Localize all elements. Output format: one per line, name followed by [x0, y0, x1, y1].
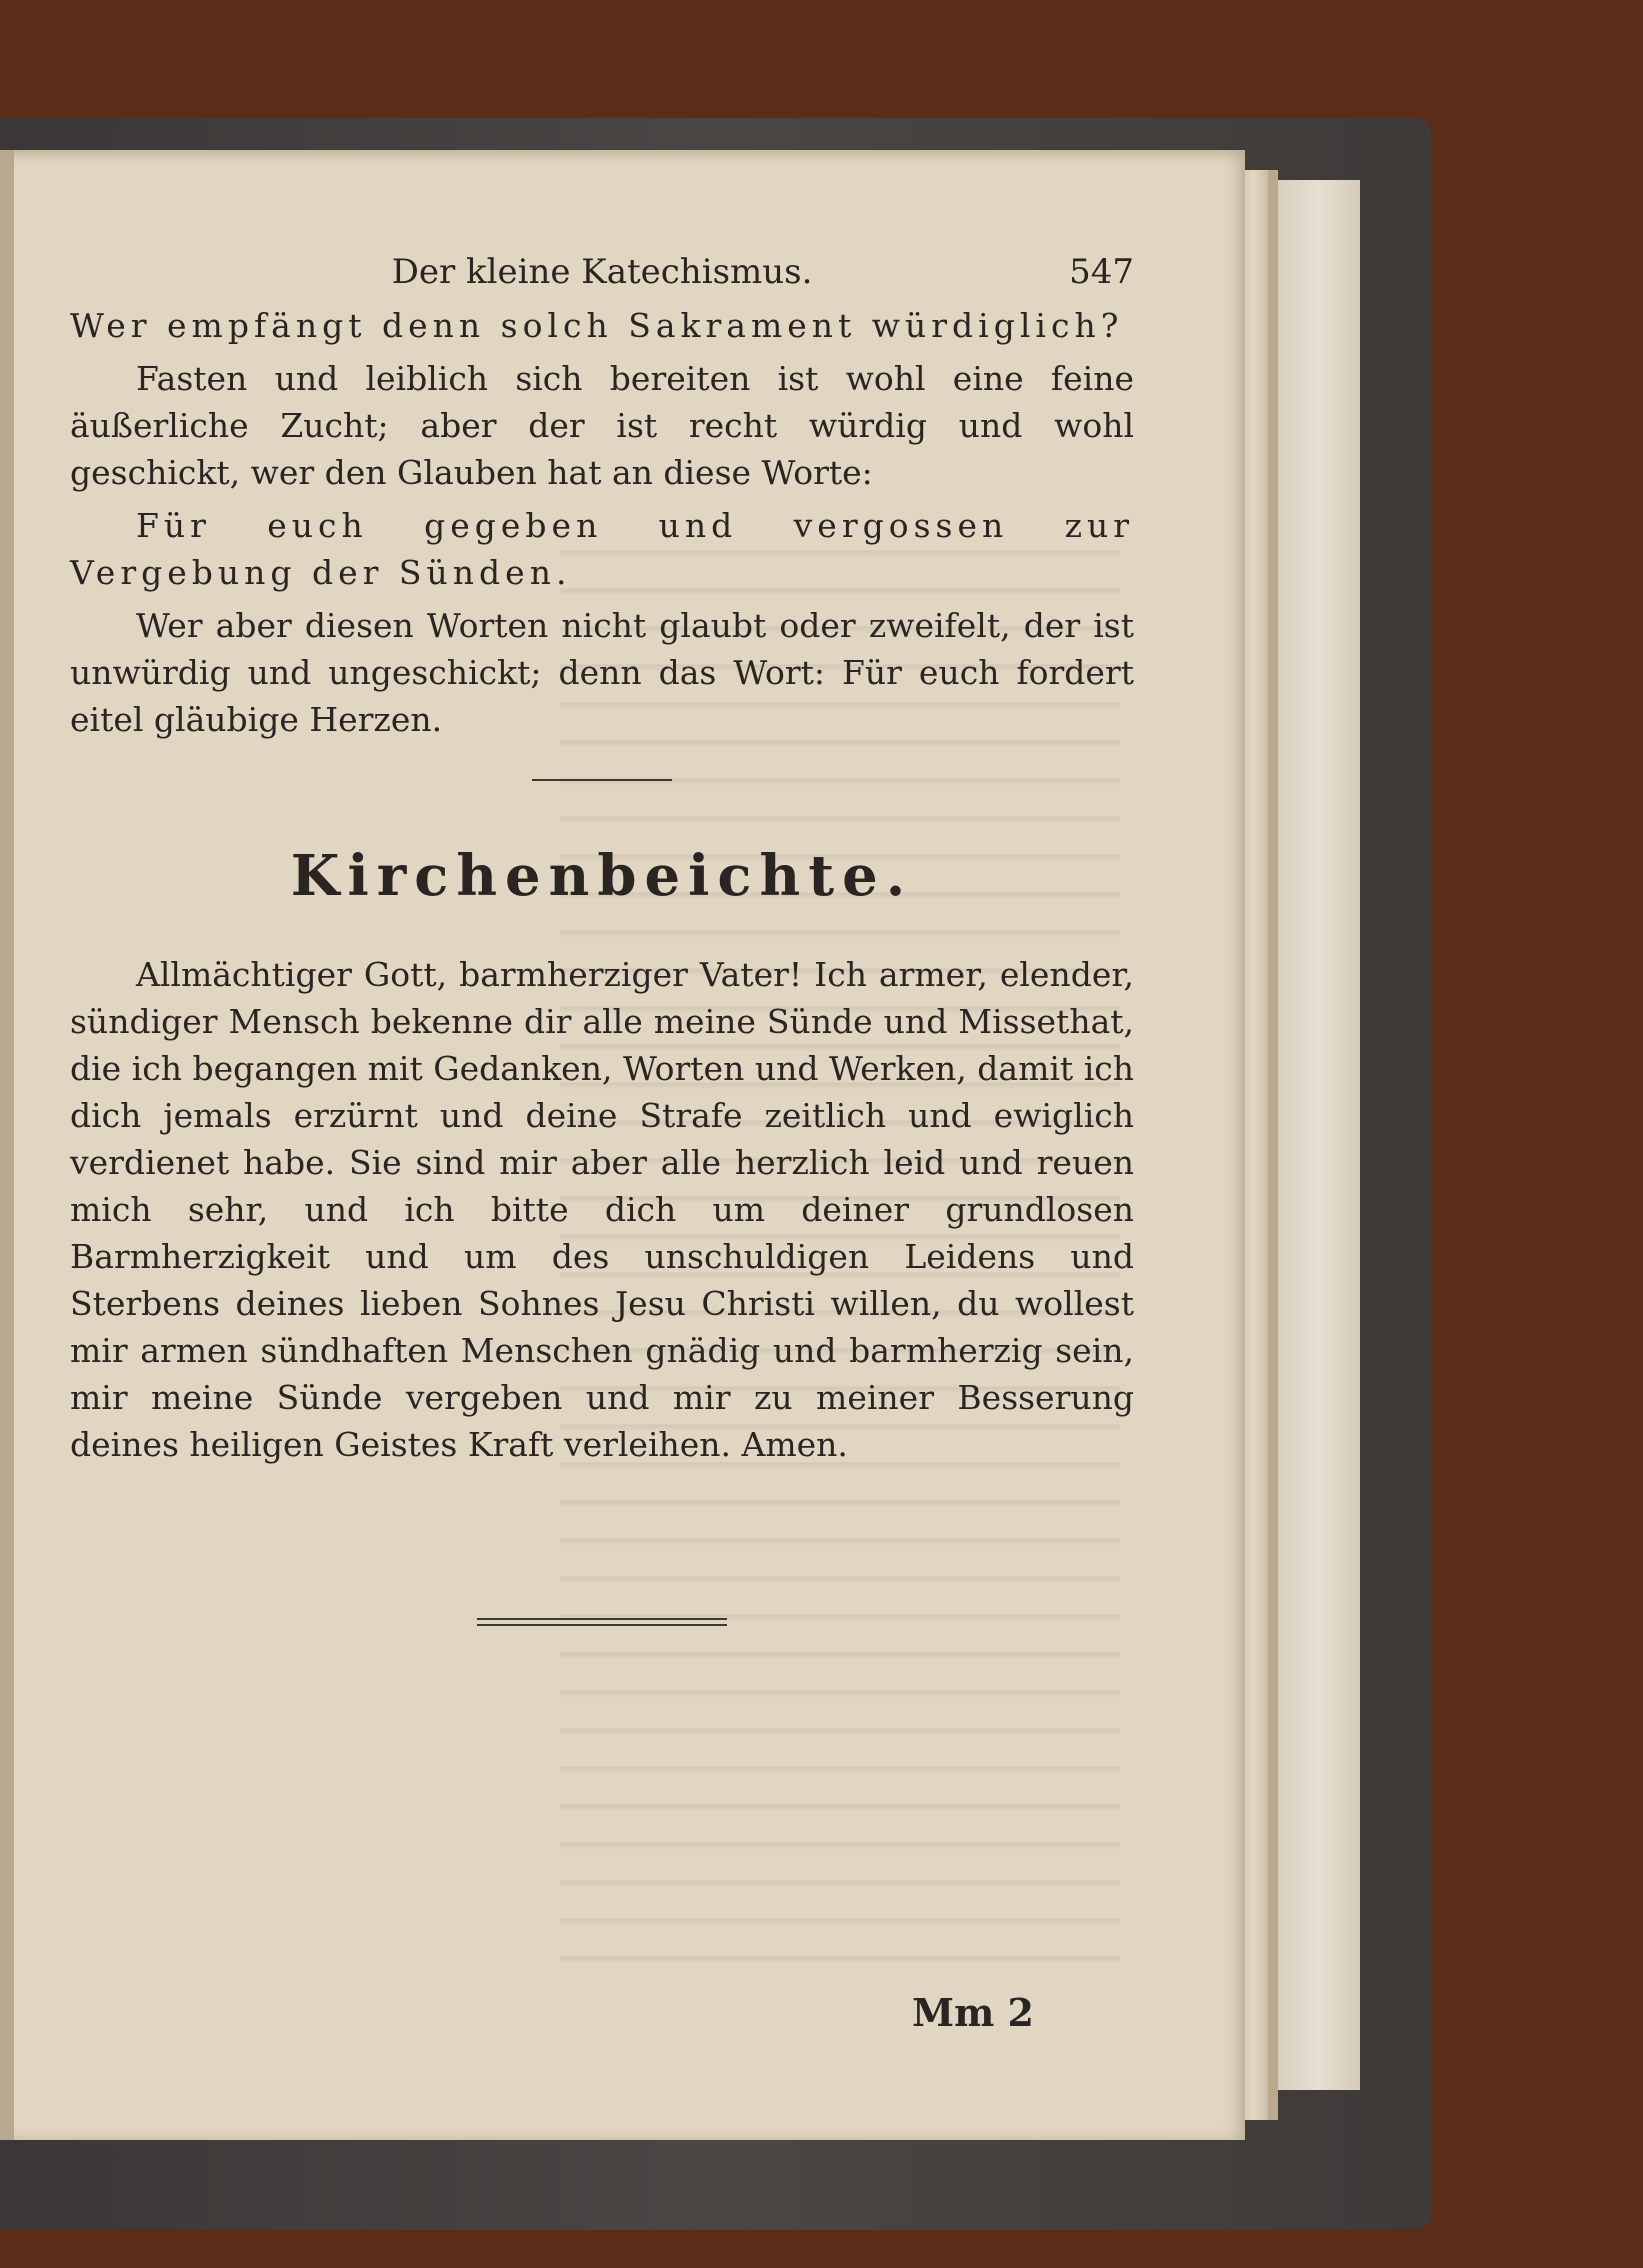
- header-title: Der kleine Katechismus.: [391, 252, 813, 292]
- page-number: 547: [1069, 252, 1134, 292]
- answer-paragraph: Fasten und leiblich sich bereiten ist wohl eine feine äußerliche Zucht; aber der ist recht würdig und wohl geschickt, wer den Glauben hat an diese Worte:: [70, 359, 1134, 492]
- section-heading: Kirchenbeichte.: [290, 843, 914, 909]
- page-gutter: [0, 150, 14, 2140]
- running-header: [70, 252, 1134, 302]
- end-divider: [477, 1618, 727, 1626]
- quote-paragraph: Für euch gegeben und vergossen zur Vergebung der Sünden.: [70, 506, 1134, 592]
- confession-paragraph: Allmächtiger Gott, barmherziger Vater! Ich armer, elender, sündiger Mensch bekenne dir alle meine Sünde und Missethat, die ich begangen mit Gedanken, Worten und Werken, damit ich dich jemals erzürnt und deine Strafe zeitlich und ewiglich verdienet habe. Sie sind mir aber alle herzlich leid und reuen mich sehr, und ich bitte dich um deiner grundlosen Barmherzigkeit und um des unschuldigen Leidens und Sterbens deines lieben Sohnes Jesu Christi willen, du wollest mir armen sündhaften Menschen gnädig und barmherzig sein, mir meine Sünde vergeben und mir zu meiner Besserung deines heiligen Geistes Kraft verleihen. Amen.: [70, 955, 1134, 1464]
- closing-paragraph: Wer aber diesen Worten nicht glaubt oder zweifelt, der ist unwürdig und ungeschickt; denn das Wort: Für euch fordert eitel gläubige Herzen.: [70, 606, 1134, 739]
- section-divider: [532, 779, 672, 781]
- back-pages: [1278, 180, 1360, 2090]
- page-edge-shadow: [1268, 170, 1278, 2120]
- signature-mark: Mm 2: [912, 1990, 1034, 2035]
- page-content: [70, 252, 1134, 1630]
- question-line: Wer empfängt denn solch Sakrament würdiglich?: [70, 306, 1124, 345]
